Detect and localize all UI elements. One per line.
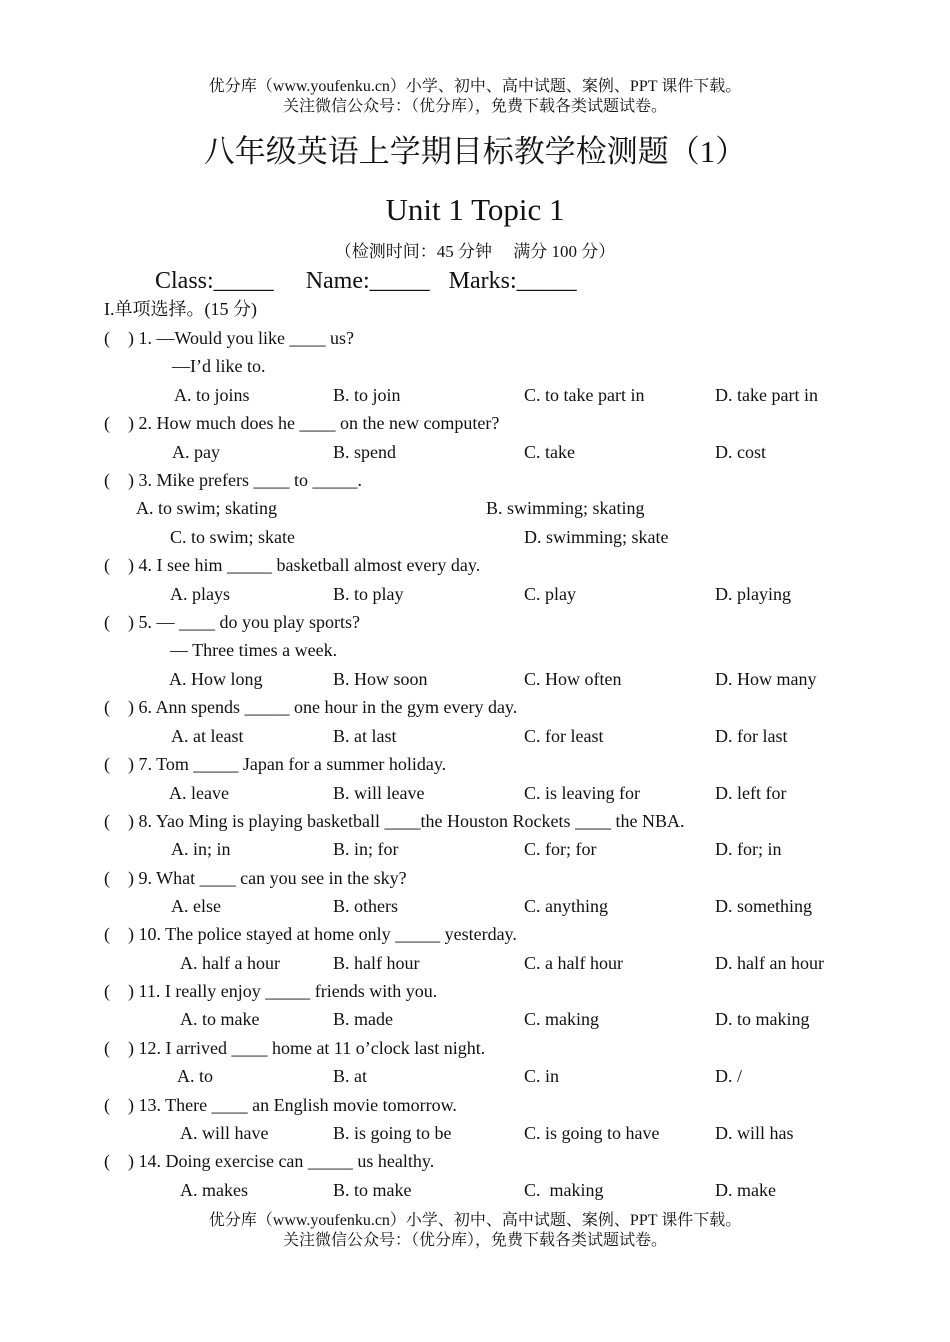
option-b[interactable]: B. others	[333, 896, 398, 916]
option-d[interactable]: D. for last	[715, 726, 788, 746]
option-d[interactable]: D. cost	[715, 442, 766, 462]
option-a[interactable]: A. at least	[171, 726, 244, 746]
header-line-1: 优分库（www.youfenku.cn）小学、初中、高中试题、案例、PPT 课件下载。	[208, 78, 742, 95]
question-stem: ( ) 8. Yao Ming is playing basketball ____the Houston Rockets ____ the NBA.	[104, 811, 685, 831]
option-b[interactable]: B. will leave	[333, 783, 425, 803]
question-stem: ( ) 9. What ____ can you see in the sky?	[104, 868, 407, 888]
option-c[interactable]: C. in	[524, 1066, 560, 1086]
option-b[interactable]: B. to make	[333, 1180, 412, 1200]
question-stem: ( ) 1. —Would you like ____ us?	[104, 328, 355, 348]
header-line-2: 关注微信公众号：（优分库），免费下载各类试题试卷。	[282, 98, 667, 115]
unit-title: Unit 1 Topic 1	[385, 192, 565, 227]
option-b[interactable]: B. swimming; skating	[486, 498, 645, 518]
option-b[interactable]: B. spend	[333, 442, 396, 462]
option-d[interactable]: D. will has	[715, 1123, 794, 1143]
option-d[interactable]: D. take part in	[715, 385, 818, 405]
question-stem: ( ) 3. Mike prefers ____ to _____.	[104, 470, 362, 490]
option-b[interactable]: B. at last	[333, 726, 397, 746]
question-dialogue: — Three times a week.	[170, 640, 338, 660]
question-stem: ( ) 7. Tom _____ Japan for a summer holiday.	[104, 754, 447, 774]
option-c[interactable]: C. to take part in	[524, 385, 645, 405]
option-c[interactable]: C. for; for	[524, 839, 597, 859]
option-c[interactable]: C. making	[524, 1009, 599, 1029]
option-d[interactable]: D. make	[715, 1180, 776, 1200]
section-title: I.单项选择。(15 分)	[104, 299, 257, 319]
question-stem: ( ) 4. I see him _____ basketball almost every day.	[104, 555, 481, 575]
option-a[interactable]: A. else	[171, 896, 221, 916]
question-dialogue: —I’d like to.	[172, 356, 266, 376]
option-d[interactable]: D. something	[715, 896, 812, 916]
option-a[interactable]: A. pay	[172, 442, 220, 462]
question-stem: ( ) 2. How much does he ____ on the new computer?	[104, 413, 500, 433]
option-b[interactable]: B. is going to be	[333, 1123, 452, 1143]
test-info: （检测时间：45 分钟 满分 100 分）	[334, 242, 616, 261]
option-d[interactable]: D. half an hour	[715, 953, 824, 973]
option-c[interactable]: C. play	[524, 584, 576, 604]
option-a[interactable]: A. How long	[169, 669, 263, 689]
option-c[interactable]: C. for least	[524, 726, 604, 746]
footer-line-2: 关注微信公众号：（优分库），免费下载各类试题试卷。	[282, 1232, 667, 1249]
option-c[interactable]: C. is going to have	[524, 1123, 660, 1143]
question-stem: ( ) 13. There ____ an English movie tomorrow.	[104, 1095, 457, 1115]
option-b[interactable]: B. to join	[333, 385, 401, 405]
option-a[interactable]: A. in; in	[171, 839, 231, 859]
option-a[interactable]: A. to	[177, 1066, 213, 1086]
option-d[interactable]: D. How many	[715, 669, 817, 689]
option-b[interactable]: B. made	[333, 1009, 393, 1029]
option-b[interactable]: B. to play	[333, 584, 404, 604]
question-stem: ( ) 14. Doing exercise can _____ us healthy.	[104, 1151, 435, 1171]
option-c[interactable]: C. a half hour	[524, 953, 623, 973]
option-d[interactable]: D. to making	[715, 1009, 810, 1029]
option-b[interactable]: B. at	[333, 1066, 367, 1086]
footer-line-1: 优分库（www.youfenku.cn）小学、初中、高中试题、案例、PPT 课件下载。	[208, 1212, 742, 1229]
student-info-row	[155, 265, 607, 297]
option-d[interactable]: D. playing	[715, 584, 791, 604]
option-b[interactable]: B. in; for	[333, 839, 399, 859]
class-field[interactable]: Class:_____	[155, 268, 274, 294]
option-c[interactable]: C. is leaving for	[524, 783, 640, 803]
option-c[interactable]: C. to swim; skate	[170, 527, 295, 547]
option-a[interactable]: A. will have	[180, 1123, 269, 1143]
option-a[interactable]: A. plays	[170, 584, 230, 604]
option-c[interactable]: C. anything	[524, 896, 608, 916]
question-stem: ( ) 5. — ____ do you play sports?	[104, 612, 360, 632]
option-d[interactable]: D. swimming; skate	[524, 527, 669, 547]
option-d[interactable]: D. for; in	[715, 839, 782, 859]
question-stem: ( ) 11. I really enjoy _____ friends with you.	[104, 981, 438, 1001]
option-a[interactable]: A. to make	[180, 1009, 260, 1029]
option-a[interactable]: A. makes	[180, 1180, 248, 1200]
question-stem: ( ) 12. I arrived ____ home at 11 o’clock last night.	[104, 1038, 486, 1058]
option-c[interactable]: C. How often	[524, 669, 622, 689]
question-stem: ( ) 10. The police stayed at home only _____ yesterday.	[104, 924, 517, 944]
option-a[interactable]: A. leave	[169, 783, 229, 803]
option-a[interactable]: A. half a hour	[180, 953, 280, 973]
question-stem: ( ) 6. Ann spends _____ one hour in the gym every day.	[104, 697, 518, 717]
page-title: 八年级英语上学期目标教学检测题（1）	[203, 134, 747, 169]
marks-field[interactable]: Marks:_____	[448, 268, 577, 294]
option-c[interactable]: C. take	[524, 442, 575, 462]
name-field[interactable]: Name:_____	[305, 268, 430, 294]
option-b[interactable]: B. half hour	[333, 953, 420, 973]
option-d[interactable]: D. /	[715, 1066, 742, 1086]
option-a[interactable]: A. to swim; skating	[136, 498, 278, 518]
option-a[interactable]: A. to joins	[174, 385, 250, 405]
option-d[interactable]: D. left for	[715, 783, 787, 803]
option-c[interactable]: C. making	[524, 1180, 604, 1200]
option-b[interactable]: B. How soon	[333, 669, 428, 689]
